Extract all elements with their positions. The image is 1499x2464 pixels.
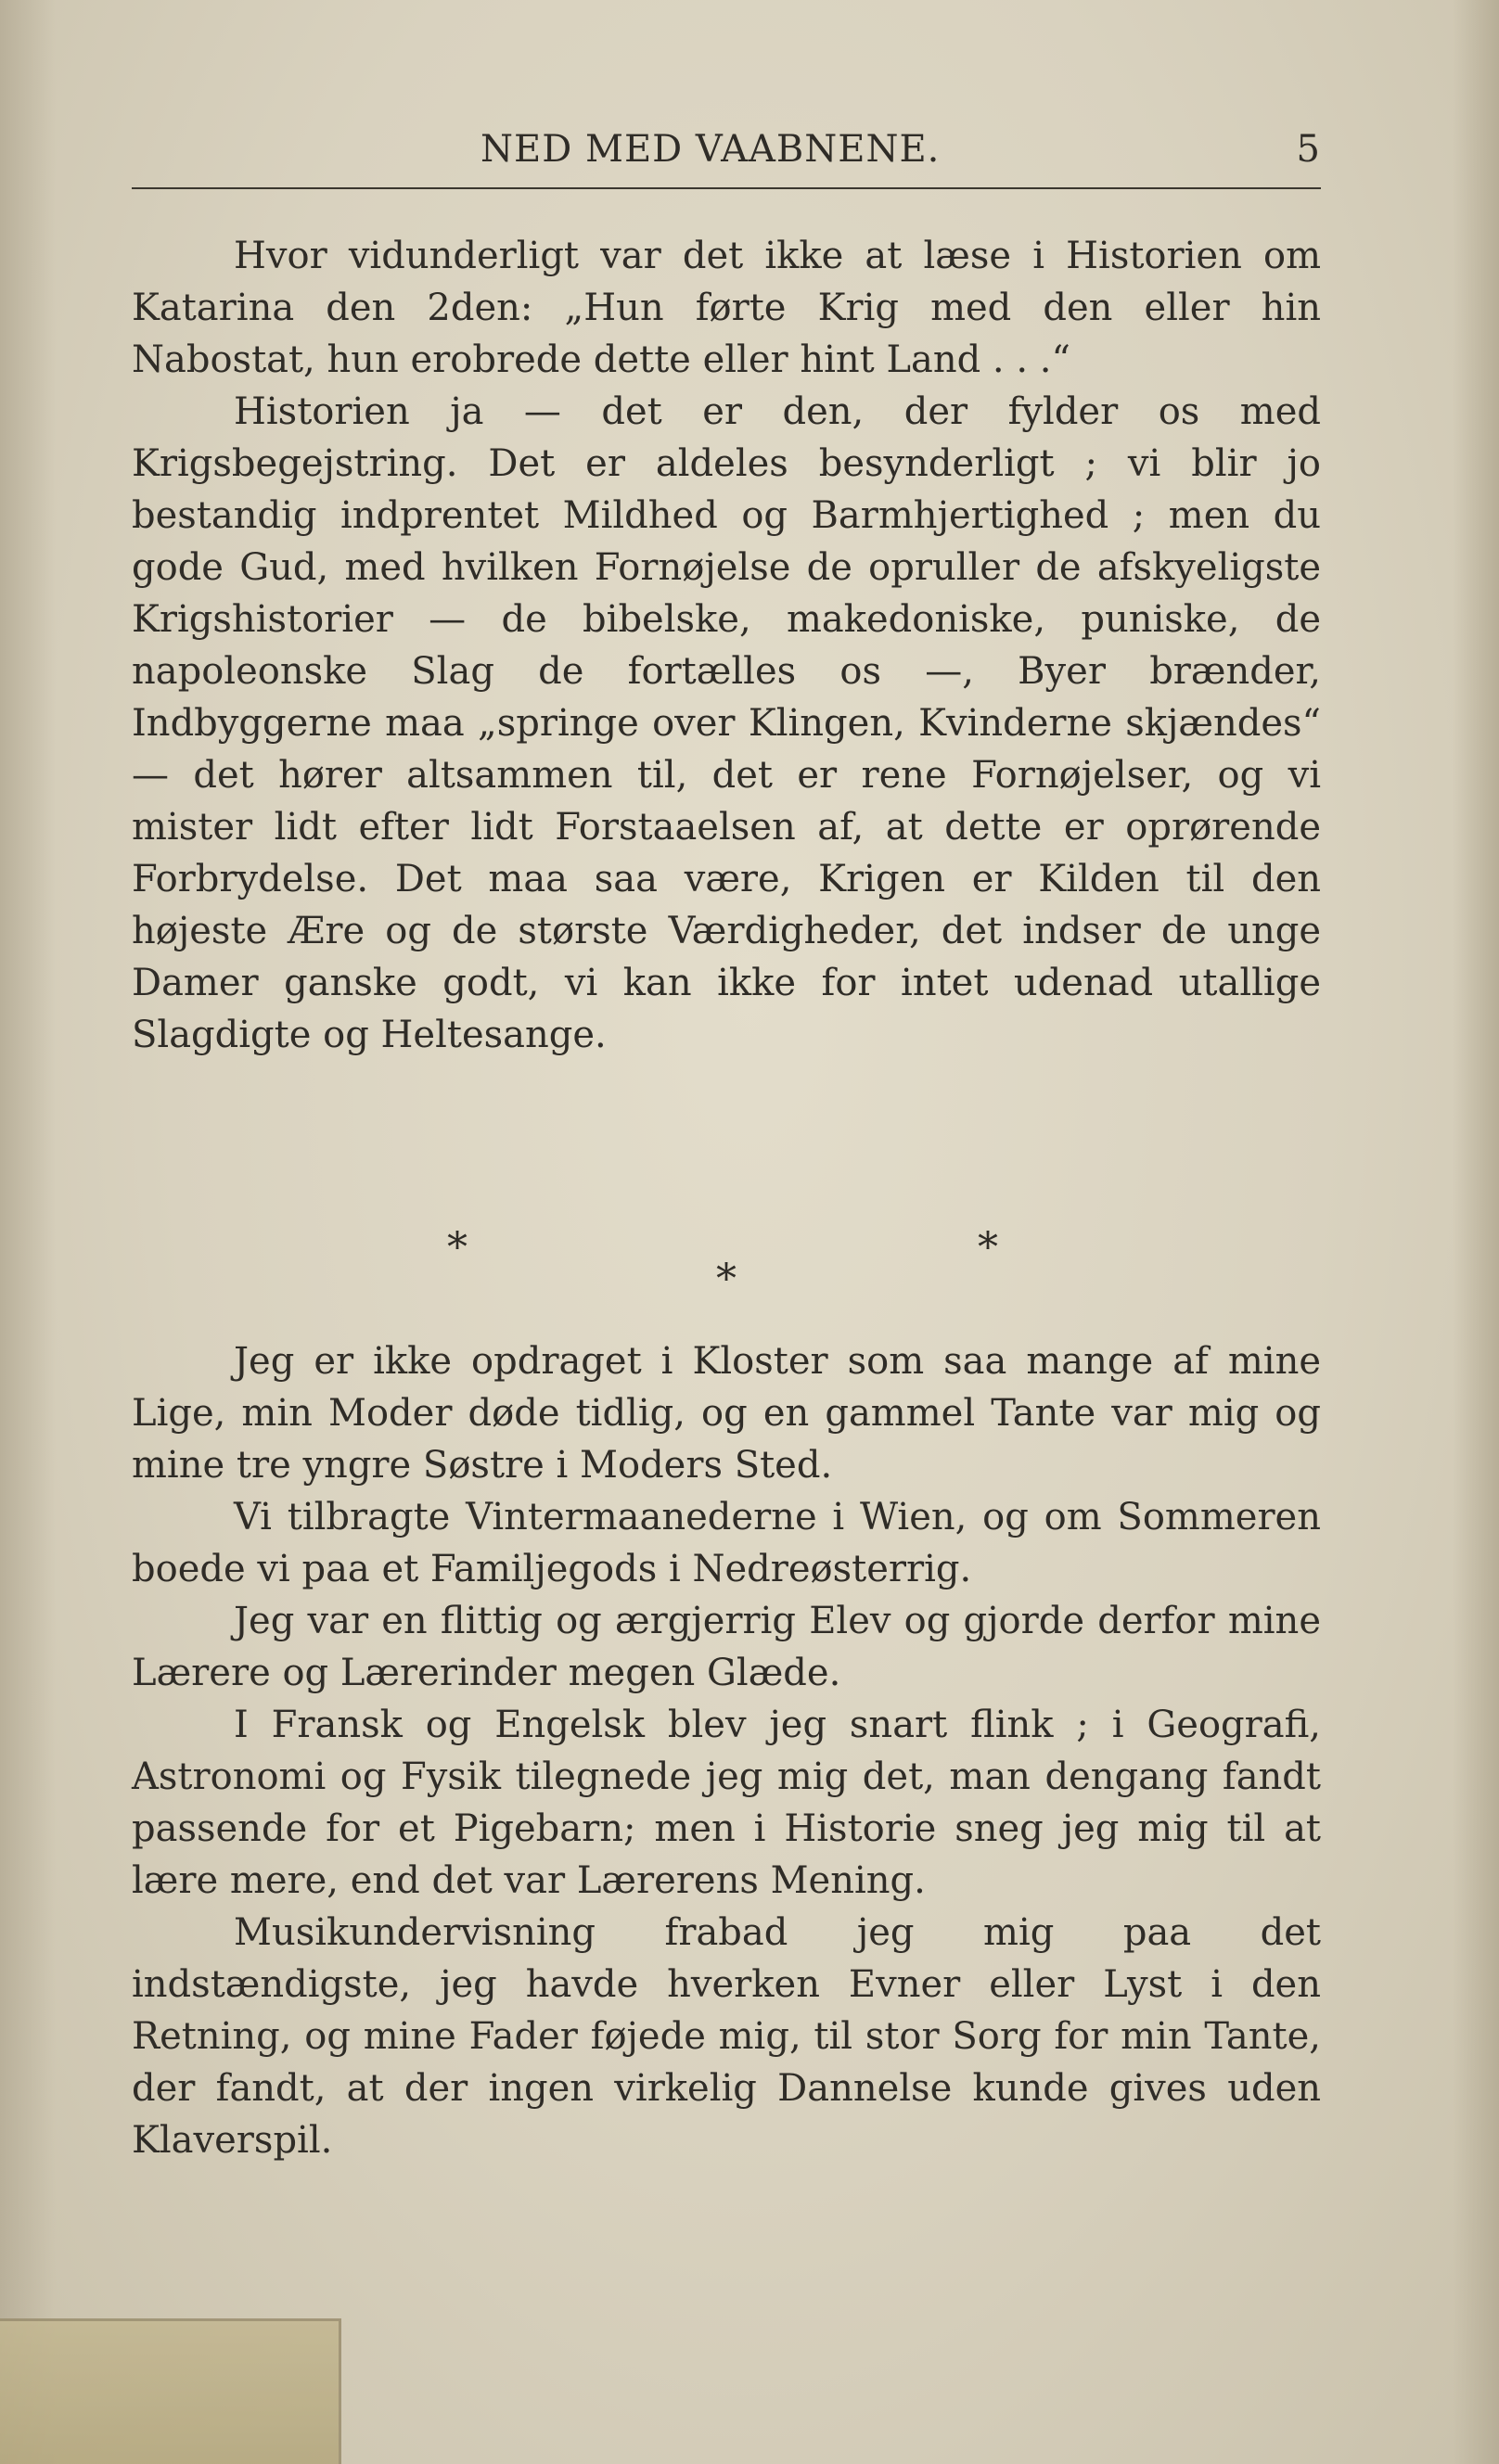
paper-stain bbox=[0, 2318, 341, 2464]
paragraph: Hvor vidunderligt var det ikke at læse i Historien om Katarina den 2den: „Hun førte Krig med den eller hin Nabostat, hun erobrede dette eller hint Land . . .“ bbox=[132, 235, 1321, 381]
page-number: 5 bbox=[1296, 128, 1321, 171]
asterisk: * bbox=[978, 1224, 998, 1271]
paragraph: Musikundervisning frabad jeg mig paa det indstændigste, jeg havde hverken Evner eller Lyst i den Retning, og mine Fader føjede mig, til stor Sorg for min Tante, der fandt, at der ingen virkelig Dannelse kunde gives uden Klaverspil. bbox=[132, 1911, 1321, 2162]
running-head bbox=[132, 121, 1321, 178]
asterisk: * bbox=[716, 1256, 737, 1303]
paragraph: I Fransk og Engelsk blev jeg snart flink ; i Geografi, Astronomi og Fysik tilegnede jeg mig det, man dengang fandt passende for et Pigebarn; men i Historie sneg jeg mig til at lære mere, end det var Lærerens Mening. bbox=[132, 1704, 1321, 1902]
asterism-divider bbox=[132, 1224, 1321, 1317]
header-rule bbox=[132, 187, 1321, 189]
section-1 bbox=[132, 230, 1321, 1061]
paragraph: Vi tilbragte Vintermaanederne i Wien, og om Sommeren boede vi paa et Familjegods i Nedreøsterrig. bbox=[132, 1496, 1321, 1590]
section-2 bbox=[132, 1335, 1321, 2166]
paragraph: Jeg er ikke opdraget i Kloster som saa mange af mine Lige, min Moder døde tidlig, og en gammel Tante var mig og mine tre yngre Søstre i Moders Sted. bbox=[132, 1340, 1321, 1487]
paragraph: Historien ja — det er den, der fylder os med Krigsbegejstring. Det er aldeles besynderligt ; vi blir jo bestandig indprentet Mildhed og Barmhjertighed ; men du gode Gud, med hvilken Fornøjelse de opruller de afskyeligste Krigshistorier — de bibelske, makedoniske, puniske, de napoleonske Slag de fortælles os —, Byer brænder, Indbyggerne maa „springe over Klingen, Kvinderne skjændes“ — det hører altsammen til, det er rene Fornøjelser, og vi mister lidt efter lidt Forstaaelsen af, at dette er oprørende Forbrydelse. Det maa saa være, Krigen er Kilden til den højeste Ære og de største Værdigheder, det indser de unge Damer ganske godt, vi kan ikke for intet udenad utallige Slagdigte og Heltesange. bbox=[132, 390, 1321, 1056]
asterisk: * bbox=[447, 1224, 468, 1271]
paragraph: Jeg var en flittig og ærgjerrig Elev og gjorde derfor mine Lærere og Lærerinder megen Glæde. bbox=[132, 1600, 1321, 1694]
running-title: NED MED VAABNENE. bbox=[480, 128, 941, 171]
